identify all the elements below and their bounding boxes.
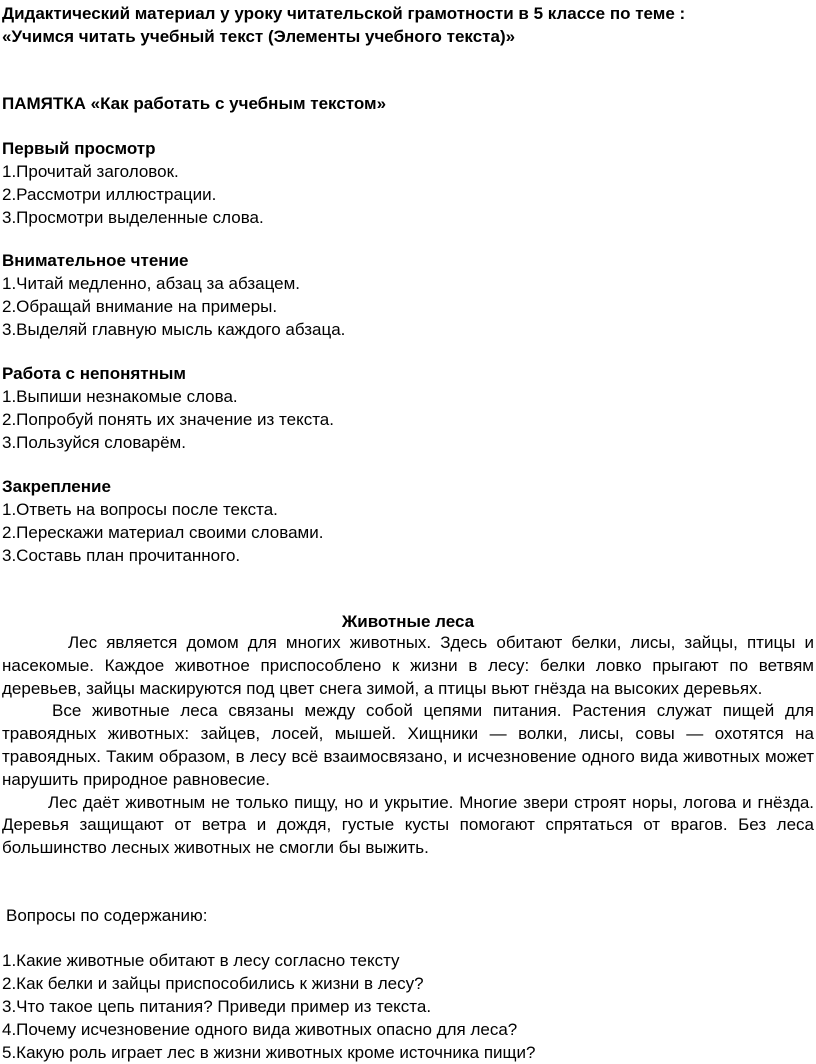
paragraph: Все животные леса связаны между собой цепями питания. Растения служат пищей для травоядных животных: зайцев, лосей, мышей. Хищники — волки, лисы, совы — охотятся на травоядных. Таким образом, в лесу всё взаимосвязано, и исчезновение одного вида животных может нарушить природное равновесие. [2, 701, 814, 789]
list-item: 2.Рассмотри иллюстрации. [2, 185, 217, 204]
list-item: 1.Ответь на вопросы после текста. [2, 500, 278, 519]
list-item: 3.Просмотри выделенные слова. [2, 208, 264, 227]
section-heading: Закрепление [2, 477, 111, 496]
list-item: 2.Перескажи материал своими словами. [2, 523, 324, 542]
questions-list [2, 949, 814, 1064]
paragraph: Лес даёт животным не только пищу, но и укрытие. Многие звери строят норы, логова и гнёзда. Деревья защищают от ветра и дождя, густые кусты помогают спрятаться от врагов. Без леса большинство лесных животных не смогли бы выжить. [2, 792, 814, 858]
question-item: 2.Как белки и зайцы приспособились к жизни в лесу? [2, 974, 424, 993]
question-item: 3.Что такое цепь питания? Приведи пример из текста. [2, 997, 432, 1016]
section-heading: Работа с непонятным [2, 364, 186, 383]
list-item: 3.Составь план прочитанного. [2, 546, 241, 565]
section-heading: Первый просмотр [2, 139, 156, 158]
text-title: Животные леса [341, 612, 475, 631]
section-heading: Внимательное чтение [2, 251, 189, 270]
reading-text [2, 632, 814, 860]
list-item: 2.Попробуй понять их значение из текста. [2, 410, 334, 429]
list-item: 1.Читай медленно, абзац за абзацем. [2, 274, 300, 293]
memo-section-reinforcement [2, 475, 814, 567]
title-line-1: Дидактический материал у уроку читательской грамотности в 5 классе по теме : [2, 4, 686, 23]
list-item: 1.Прочитай заголовок. [2, 162, 179, 181]
memo-title: ПАМЯТКА «Как работать с учебным текстом» [2, 94, 387, 113]
list-item: 2.Обращай внимание на примеры. [2, 297, 278, 316]
question-item: 4.Почему исчезновение одного вида животных опасно для леса? [2, 1020, 518, 1039]
title-line-2: «Учимся читать учебный текст (Элементы учебного текста)» [2, 27, 516, 46]
memo-section-careful-reading [2, 249, 814, 341]
questions-heading: Вопросы по содержанию: [6, 906, 208, 925]
paragraph: Лес является домом для многих животных. Здесь обитают белки, лисы, зайцы, птицы и насекомые. Каждое животное приспособлено к жизни в лесу: белки ловко прыгают по ветвям деревьев, зайцы маскируются под цвет снега зимой, а птицы вьют гнёзда на высоких деревьях. [2, 633, 814, 698]
memo-section-first-look [2, 137, 814, 229]
question-item: 5.Какую роль играет лес в жизни животных кроме источника пищи? [2, 1043, 536, 1062]
list-item: 3.Выделяй главную мысль каждого абзаца. [2, 320, 346, 339]
question-item: 1.Какие животные обитают в лесу согласно тексту [2, 951, 400, 970]
document-title [2, 2, 814, 48]
list-item: 1.Выпиши незнакомые слова. [2, 387, 238, 406]
list-item: 3.Пользуйся словарём. [2, 433, 186, 452]
memo-section-unclear [2, 362, 814, 454]
